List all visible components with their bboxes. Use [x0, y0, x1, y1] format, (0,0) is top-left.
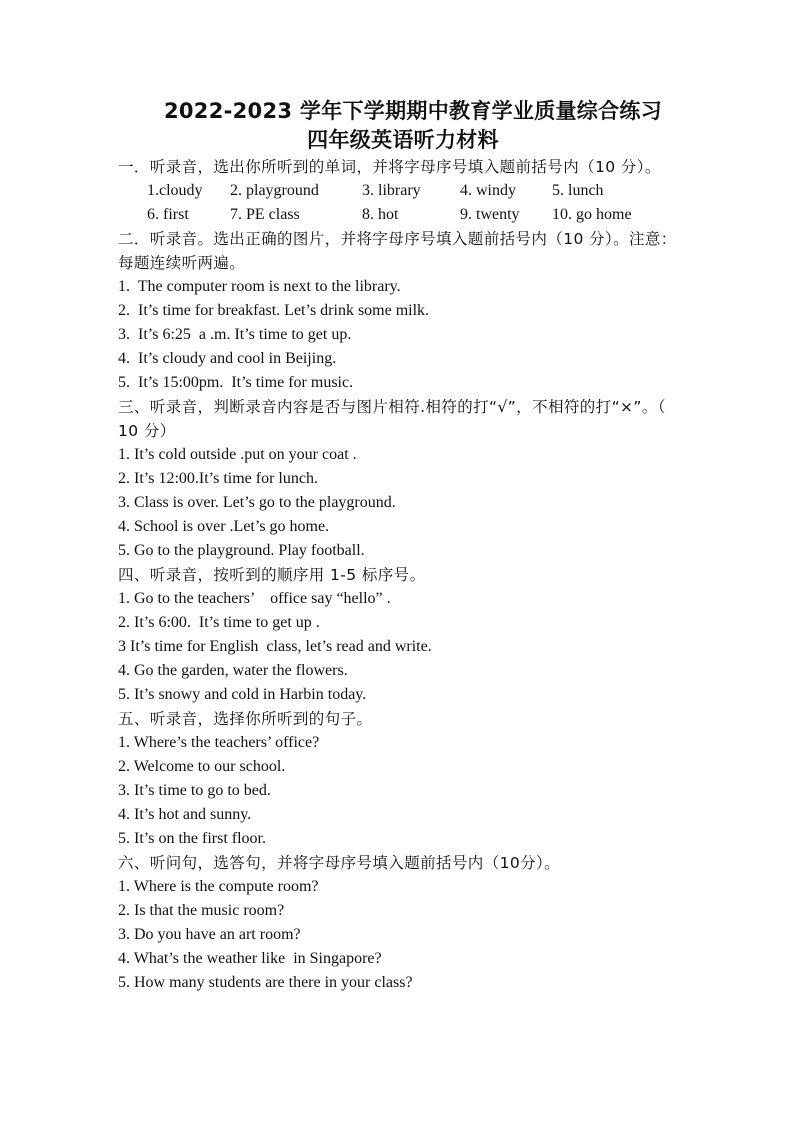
sentence-item: 1. Where is the compute room?: [118, 878, 319, 895]
word-item: 3. library: [362, 182, 421, 199]
word-item: 9. twenty: [460, 206, 520, 223]
sentence-item: 1. Where’s the teachers’ office?: [118, 734, 320, 751]
sentence-item: 1. The computer room is next to the library.: [118, 278, 401, 295]
word-item: 7. PE class: [230, 206, 300, 223]
word-item: 10. go home: [552, 206, 632, 223]
sentence-item: 2. Is that the music room?: [118, 902, 285, 919]
word-item: 6. first: [147, 206, 189, 223]
word-item: 8. hot: [362, 206, 399, 223]
sentence-item: 4. School is over .Let’s go home.: [118, 518, 330, 535]
section-2-heading: 二．听录音。选出正确的图片，并将字母序号填入题前括号内（10 分）。注意：每题连续听两遍。: [118, 230, 677, 272]
word-item: 4. windy: [460, 182, 516, 199]
sentence-item: 5. How many students are there in your class?: [118, 974, 413, 991]
section-3-heading: 三、听录音，判断录音内容是否与图片相符.相符的打“√”，不相符的打“×”。（ 10 分）: [118, 398, 666, 440]
sentence-item: 1. It’s cold outside .put on your coat .: [118, 446, 357, 463]
sentence-item: 4. What’s the weather like in Singapore?: [118, 950, 382, 967]
word-item: 1.cloudy: [147, 182, 203, 199]
word-item: 5. lunch: [552, 182, 604, 199]
listening-material: [118, 97, 688, 995]
sentence-item: 5. It’s 15:00pm. It’s time for music.: [118, 374, 354, 391]
sentence-item: 2. It’s 6:00. It’s time to get up .: [118, 614, 320, 631]
sentence-item: 3. Class is over. Let’s go to the playground.: [118, 494, 396, 511]
sentence-item: 4. It’s cloudy and cool in Beijing.: [118, 350, 337, 367]
section-5-heading: 五、听录音，选择你所听到的句子。: [118, 710, 373, 728]
sentence-item: 2. It’s 12:00.It’s time for lunch.: [118, 470, 318, 487]
sentence-item: 5. It’s snowy and cold in Harbin today.: [118, 686, 367, 703]
word-item: 2. playground: [230, 182, 319, 199]
sentence-item: 4. Go the garden, water the flowers.: [118, 662, 348, 679]
sentence-item: 4. It’s hot and sunny.: [118, 806, 252, 823]
sentence-item: 3. Do you have an art room?: [118, 926, 301, 943]
document-title: 2022-2023 学年下学期期中教育学业质量综合练习: [163, 99, 663, 123]
section-1-heading: 一．听录音，选出你所听到的单词，并将字母序号填入题前括号内（10 分）。: [118, 158, 661, 176]
section-1-word-list: [118, 179, 688, 227]
sentence-item: 3 It’s time for English class, let’s read and write.: [118, 638, 432, 655]
sentence-item: 1. Go to the teachers’ office say “hello” .: [118, 590, 391, 607]
sentence-item: 2. It’s time for breakfast. Let’s drink some milk.: [118, 302, 430, 319]
section-6-heading: 六、听问句，选答句，并将字母序号填入题前括号内（10分）。: [118, 854, 561, 872]
sentence-item: 5. It’s on the first floor.: [118, 830, 266, 847]
sentence-item: 5. Go to the playground. Play football.: [118, 542, 365, 559]
sentence-item: 2. Welcome to our school.: [118, 758, 286, 775]
document-subtitle: 四年级英语听力材料: [307, 128, 499, 152]
section-4-heading: 四、听录音，按听到的顺序用 1-5 标序号。: [118, 566, 426, 584]
sentence-item: 3. It’s 6:25 a .m. It’s time to get up.: [118, 326, 352, 343]
sentence-item: 3. It’s time to go to bed.: [118, 782, 271, 799]
